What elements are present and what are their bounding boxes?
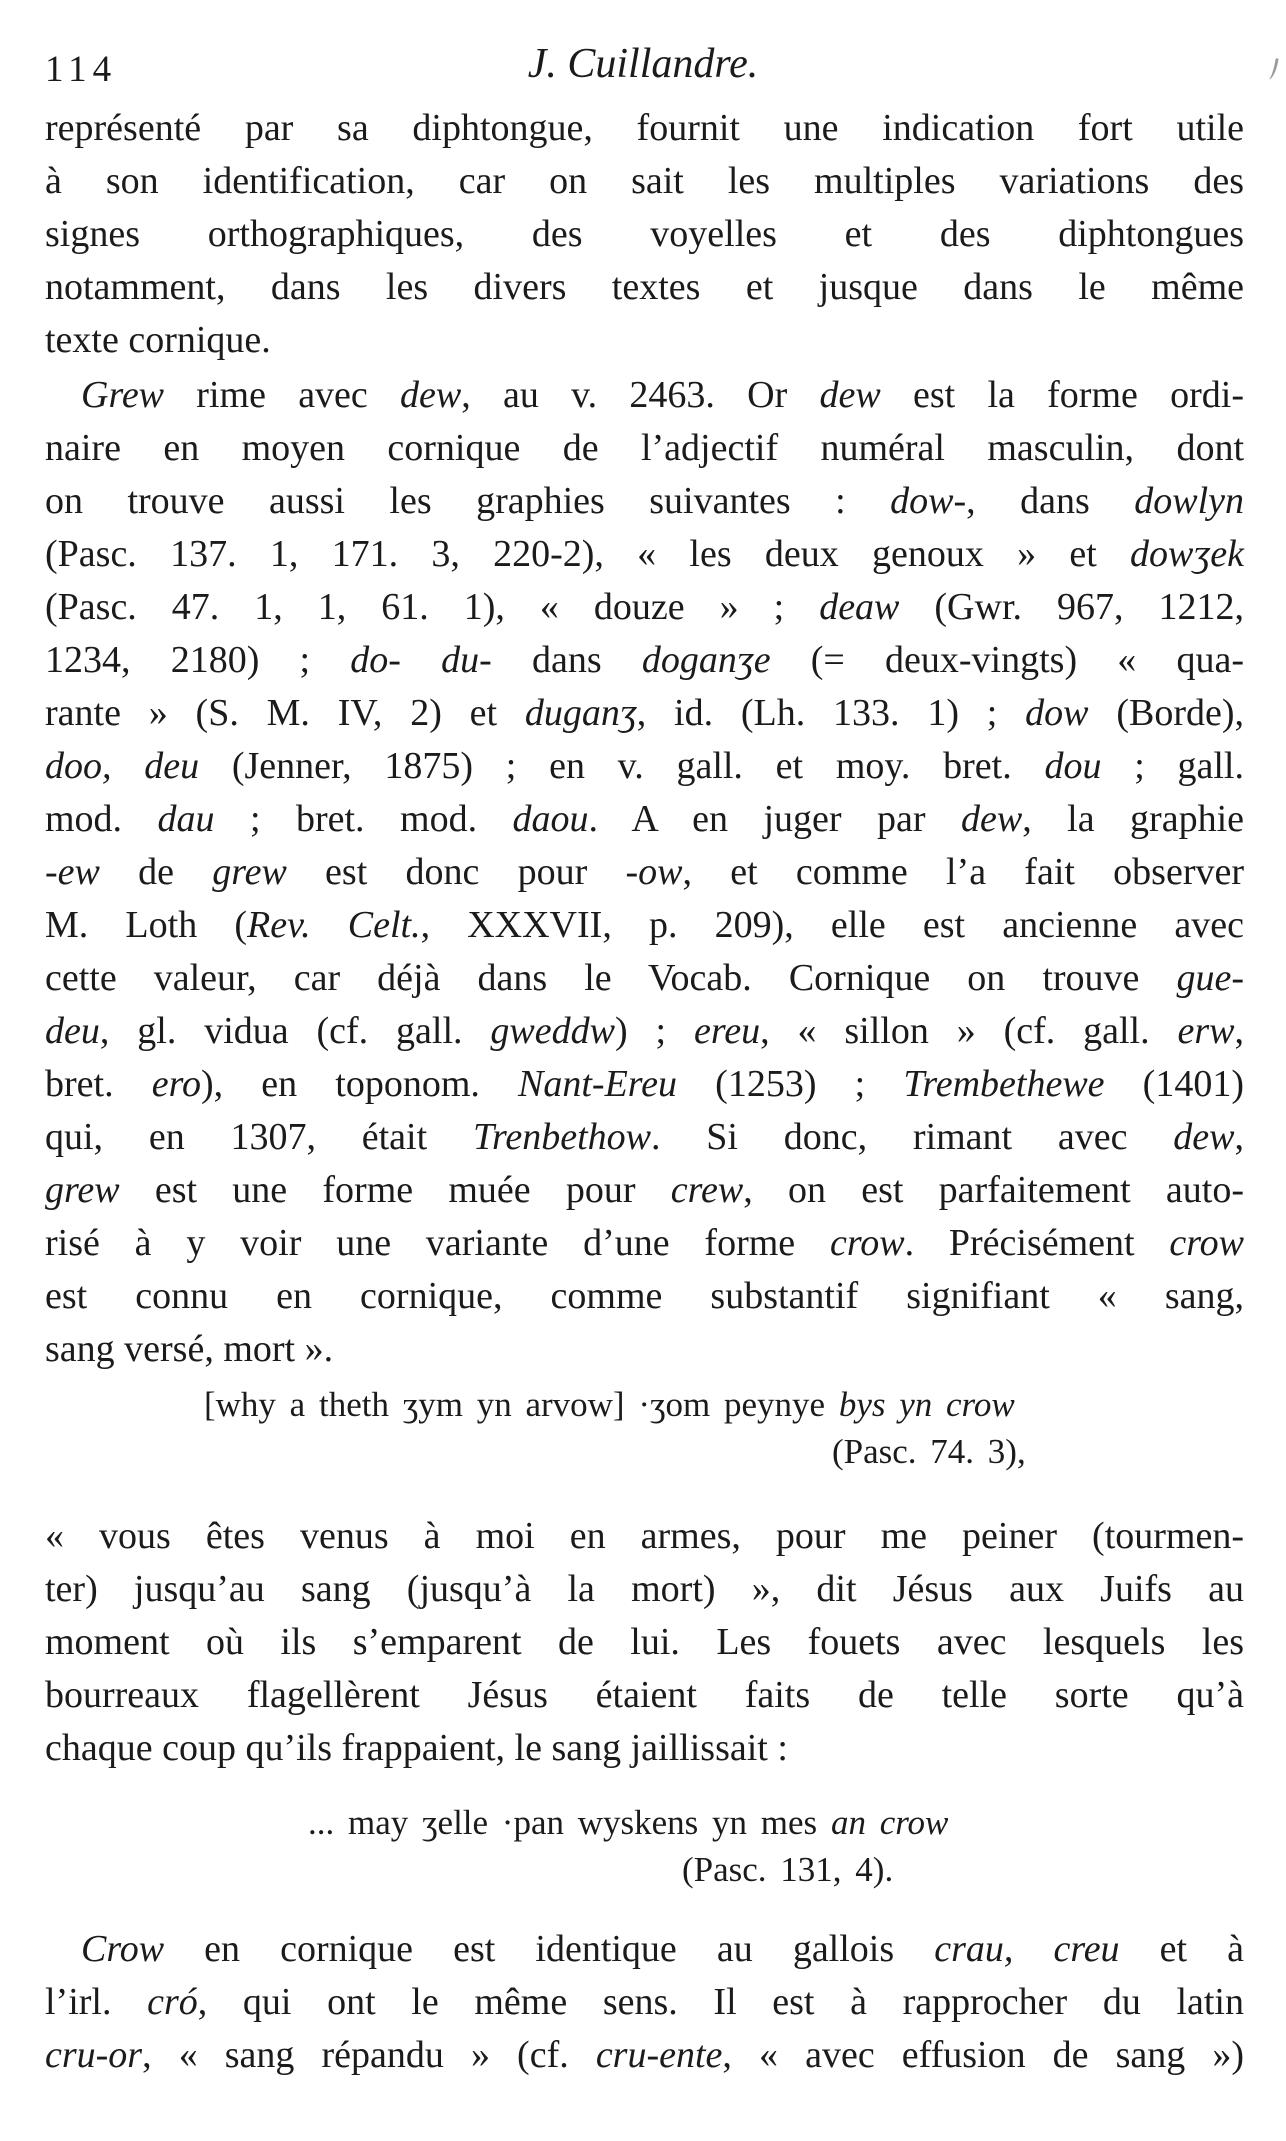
text-segment: à son identification, car on sait les multiples variations des: [45, 160, 1244, 202]
text-segment: (Borde),: [1088, 692, 1245, 734]
text-segment: ; gall.: [1101, 745, 1244, 787]
text-segment: ,: [1234, 1010, 1244, 1052]
text-segment: , qui ont le même sens. Il est à rapprocher du latin: [197, 1981, 1244, 2023]
italic-segment: dou: [1044, 745, 1102, 787]
running-title: J. Cuillandre.: [527, 41, 759, 87]
text-line: [45, 1722, 1244, 1775]
text-segment: chaque coup qu’ils frappaient, le sang jaillissait :: [45, 1727, 788, 1769]
text-segment: ... may ʒelle ·pan wyskens yn mes: [308, 1803, 831, 1842]
italic-segment: daou: [512, 798, 589, 840]
citation-line: [45, 1846, 1244, 1893]
text-line: [45, 581, 1244, 634]
citation-line: [45, 1428, 1244, 1475]
italic-segment: gweddw: [490, 1010, 615, 1052]
text-segment: rime avec: [164, 374, 401, 416]
italic-segment: crew: [670, 1169, 744, 1211]
verse-quote-2: [45, 1799, 1244, 1893]
text-segment: , gl. vidua (cf. gall.: [99, 1010, 491, 1052]
text-segment: (Pasc. 47. 1, 1, 61. 1), « douze » ;: [45, 586, 820, 628]
text-segment: ), en toponom.: [200, 1063, 519, 1105]
italic-segment: dew: [400, 374, 462, 416]
italic-segment: cru-ente: [595, 2034, 723, 2076]
text-segment: est donc pour: [286, 851, 626, 893]
text-segment: texte cornique.: [45, 319, 271, 361]
text-segment: , et comme l’a fait observer: [682, 851, 1244, 893]
text-segment: on trouve aussi les graphies suivantes :: [45, 480, 891, 522]
text-segment: « vous êtes venus à moi en armes, pour me peiner (tourmen-: [45, 1515, 1244, 1557]
italic-segment: Grew: [81, 374, 165, 416]
text-segment: (Pasc. 137. 1, 171. 3, 220-2), « les deux genoux » et: [45, 533, 1131, 575]
italic-segment: cru-or: [45, 2034, 143, 2076]
italic-segment: Nant-Ereu: [518, 1063, 678, 1105]
paragraph-3: [45, 1510, 1244, 1775]
text-line: [45, 1923, 1244, 1976]
text-segment: , « avec effusion de sang »): [722, 2034, 1245, 2076]
text-segment: dans: [491, 639, 642, 681]
text-segment: (1253) ;: [677, 1063, 904, 1105]
text-segment: naire en moyen cornique de l’adjectif numéral masculin, dont: [45, 427, 1244, 469]
text-line: [45, 1270, 1244, 1323]
text-line: [45, 952, 1244, 1005]
italic-segment: deaw: [819, 586, 900, 628]
text-line: [45, 740, 1244, 793]
italic-segment: an crow: [830, 1803, 949, 1842]
italic-segment: dew: [819, 374, 881, 416]
italic-segment: dew: [1173, 1116, 1235, 1158]
italic-segment: dau: [157, 798, 215, 840]
text-segment: est une forme muée pour: [119, 1169, 671, 1211]
italic-segment: -ew: [45, 851, 100, 893]
text-segment: en cornique est identique au gallois: [164, 1928, 935, 1970]
italic-segment: bys yn crow: [838, 1385, 1015, 1424]
text-segment: , XXXVII, p. 209), elle est ancienne avec: [420, 904, 1244, 946]
text-segment: notamment, dans les divers textes et jusque dans le même: [45, 266, 1244, 308]
paragraph-2: [45, 369, 1244, 1376]
text-segment: risé à y voir une variante d’une forme: [45, 1222, 830, 1264]
text-line: [45, 1111, 1244, 1164]
italic-segment: deu: [45, 1010, 100, 1052]
text-line: [45, 1323, 1244, 1376]
text-line: [45, 1217, 1244, 1270]
paragraph-1: [45, 102, 1244, 367]
text-segment: , « sillon » (cf. gall.: [760, 1010, 1178, 1052]
text-segment: (Pasc. 131, 4).: [682, 1850, 894, 1889]
italic-segment: grew: [212, 851, 287, 893]
text-segment: est la forme ordi-: [880, 374, 1244, 416]
italic-segment: gue-: [1176, 957, 1244, 999]
italic-segment: Trenbethow: [472, 1116, 652, 1158]
text-segment: , la graphie: [1022, 798, 1245, 840]
italic-segment: crow: [1169, 1222, 1245, 1264]
italic-segment: do- du-: [350, 639, 492, 681]
text-line: [45, 369, 1244, 422]
text-line: [45, 1616, 1244, 1669]
text-segment: représenté par sa diphtongue, fournit une indication fort utile: [45, 107, 1244, 149]
text-segment: , « sang répandu » (cf.: [142, 2034, 596, 2076]
text-segment: bourreaux flagellèrent Jésus étaient faits de telle sorte qu’à: [45, 1674, 1244, 1716]
text-line: [45, 634, 1244, 687]
italic-segment: ero: [151, 1063, 201, 1105]
text-line: [45, 1510, 1244, 1563]
italic-segment: doo, deu: [45, 745, 200, 787]
text-segment: mod.: [45, 798, 158, 840]
text-segment: , dans: [966, 480, 1135, 522]
italic-segment: dow: [1025, 692, 1089, 734]
text-segment: (1401): [1104, 1063, 1244, 1105]
text-segment: . A en juger par: [588, 798, 962, 840]
text-line: [45, 899, 1244, 952]
italic-segment: Trembethewe: [903, 1063, 1105, 1105]
italic-segment: grew: [45, 1169, 120, 1211]
text-line: [45, 1005, 1244, 1058]
text-line: [45, 2029, 1244, 2082]
page-body: [0, 102, 1286, 2082]
text-segment: rante » (S. M. IV, 2) et: [45, 692, 525, 734]
text-line: [45, 475, 1244, 528]
text-line: [45, 687, 1244, 740]
italic-segment: duganʒ: [524, 692, 637, 734]
text-segment: (Pasc. 74. 3),: [832, 1432, 1026, 1471]
text-line: [45, 793, 1244, 846]
text-segment: ; bret. mod.: [214, 798, 513, 840]
text-segment: . Si donc, rimant avec: [651, 1116, 1174, 1158]
italic-segment: dowʒek: [1130, 533, 1244, 575]
text-line: [45, 155, 1244, 208]
italic-segment: Crow: [81, 1928, 165, 1970]
text-line: [45, 1669, 1244, 1722]
italic-segment: ereu: [693, 1010, 761, 1052]
text-segment: est connu en cornique, comme substantif signifiant « sang,: [45, 1275, 1244, 1317]
italic-segment: doganʒe: [641, 639, 771, 681]
text-segment: (= deux-vingts) « qua-: [770, 639, 1245, 681]
text-line: [45, 261, 1244, 314]
italic-segment: cró: [147, 1981, 198, 2023]
text-segment: moment où ils s’emparent de lui. Les fouets avec lesquels les: [45, 1621, 1244, 1663]
text-segment: bret.: [45, 1063, 152, 1105]
italic-segment: crau, creu: [934, 1928, 1120, 1970]
italic-segment: crow: [829, 1222, 905, 1264]
text-segment: (Gwr. 967, 1212,: [899, 586, 1244, 628]
italic-segment: erw: [1177, 1010, 1235, 1052]
text-segment: M. Loth (: [45, 904, 247, 946]
text-line: [45, 846, 1244, 899]
text-line: [45, 1563, 1244, 1616]
text-segment: qui, en 1307, était: [45, 1116, 473, 1158]
verse-quote-1: [45, 1381, 1244, 1475]
text-line: [45, 1976, 1244, 2029]
text-segment: 1234, 2180) ;: [45, 639, 351, 681]
text-segment: sang versé, mort ».: [45, 1328, 334, 1370]
text-segment: ,: [1234, 1116, 1244, 1158]
text-line: [45, 208, 1244, 261]
text-segment: , id. (Lh. 133. 1) ;: [636, 692, 1026, 734]
text-segment: de: [99, 851, 213, 893]
text-segment: , on est parfaitement auto-: [743, 1169, 1244, 1211]
italic-segment: Rev. Celt.: [247, 904, 421, 946]
text-segment: . Précisément: [904, 1222, 1170, 1264]
text-segment: , au v. 2463. Or: [461, 374, 820, 416]
text-line: [45, 1058, 1244, 1111]
text-line: [45, 102, 1244, 155]
italic-segment: -ow: [625, 851, 683, 893]
text-line: [45, 314, 1244, 367]
italic-segment: dew: [961, 798, 1023, 840]
text-line: [45, 528, 1244, 581]
italic-segment: dowlyn: [1134, 480, 1244, 522]
text-line: [45, 422, 1244, 475]
paragraph-4: [45, 1923, 1244, 2082]
text-line: [45, 1164, 1244, 1217]
text-segment: ) ;: [614, 1010, 694, 1052]
text-segment: cette valeur, car déjà dans le Vocab. Cornique on trouve: [45, 957, 1177, 999]
page-header: [0, 0, 1286, 96]
text-line: [45, 1381, 1244, 1428]
text-segment: (Jenner, 1875) ; en v. gall. et moy. bret.: [199, 745, 1045, 787]
page-number: 114: [45, 49, 118, 90]
text-segment: signes orthographiques, des voyelles et des diphtongues: [45, 213, 1244, 255]
text-segment: l’irl.: [45, 1981, 148, 2023]
text-segment: [why a theth ʒym yn arvow] ·ʒom peynye: [204, 1385, 839, 1424]
italic-segment: dow-: [890, 480, 967, 522]
text-segment: et à: [1119, 1928, 1244, 1970]
text-line: [45, 1799, 1244, 1846]
text-segment: ter) jusqu’au sang (jusqu’à la mort) », dit Jésus aux Juifs au: [45, 1568, 1244, 1610]
